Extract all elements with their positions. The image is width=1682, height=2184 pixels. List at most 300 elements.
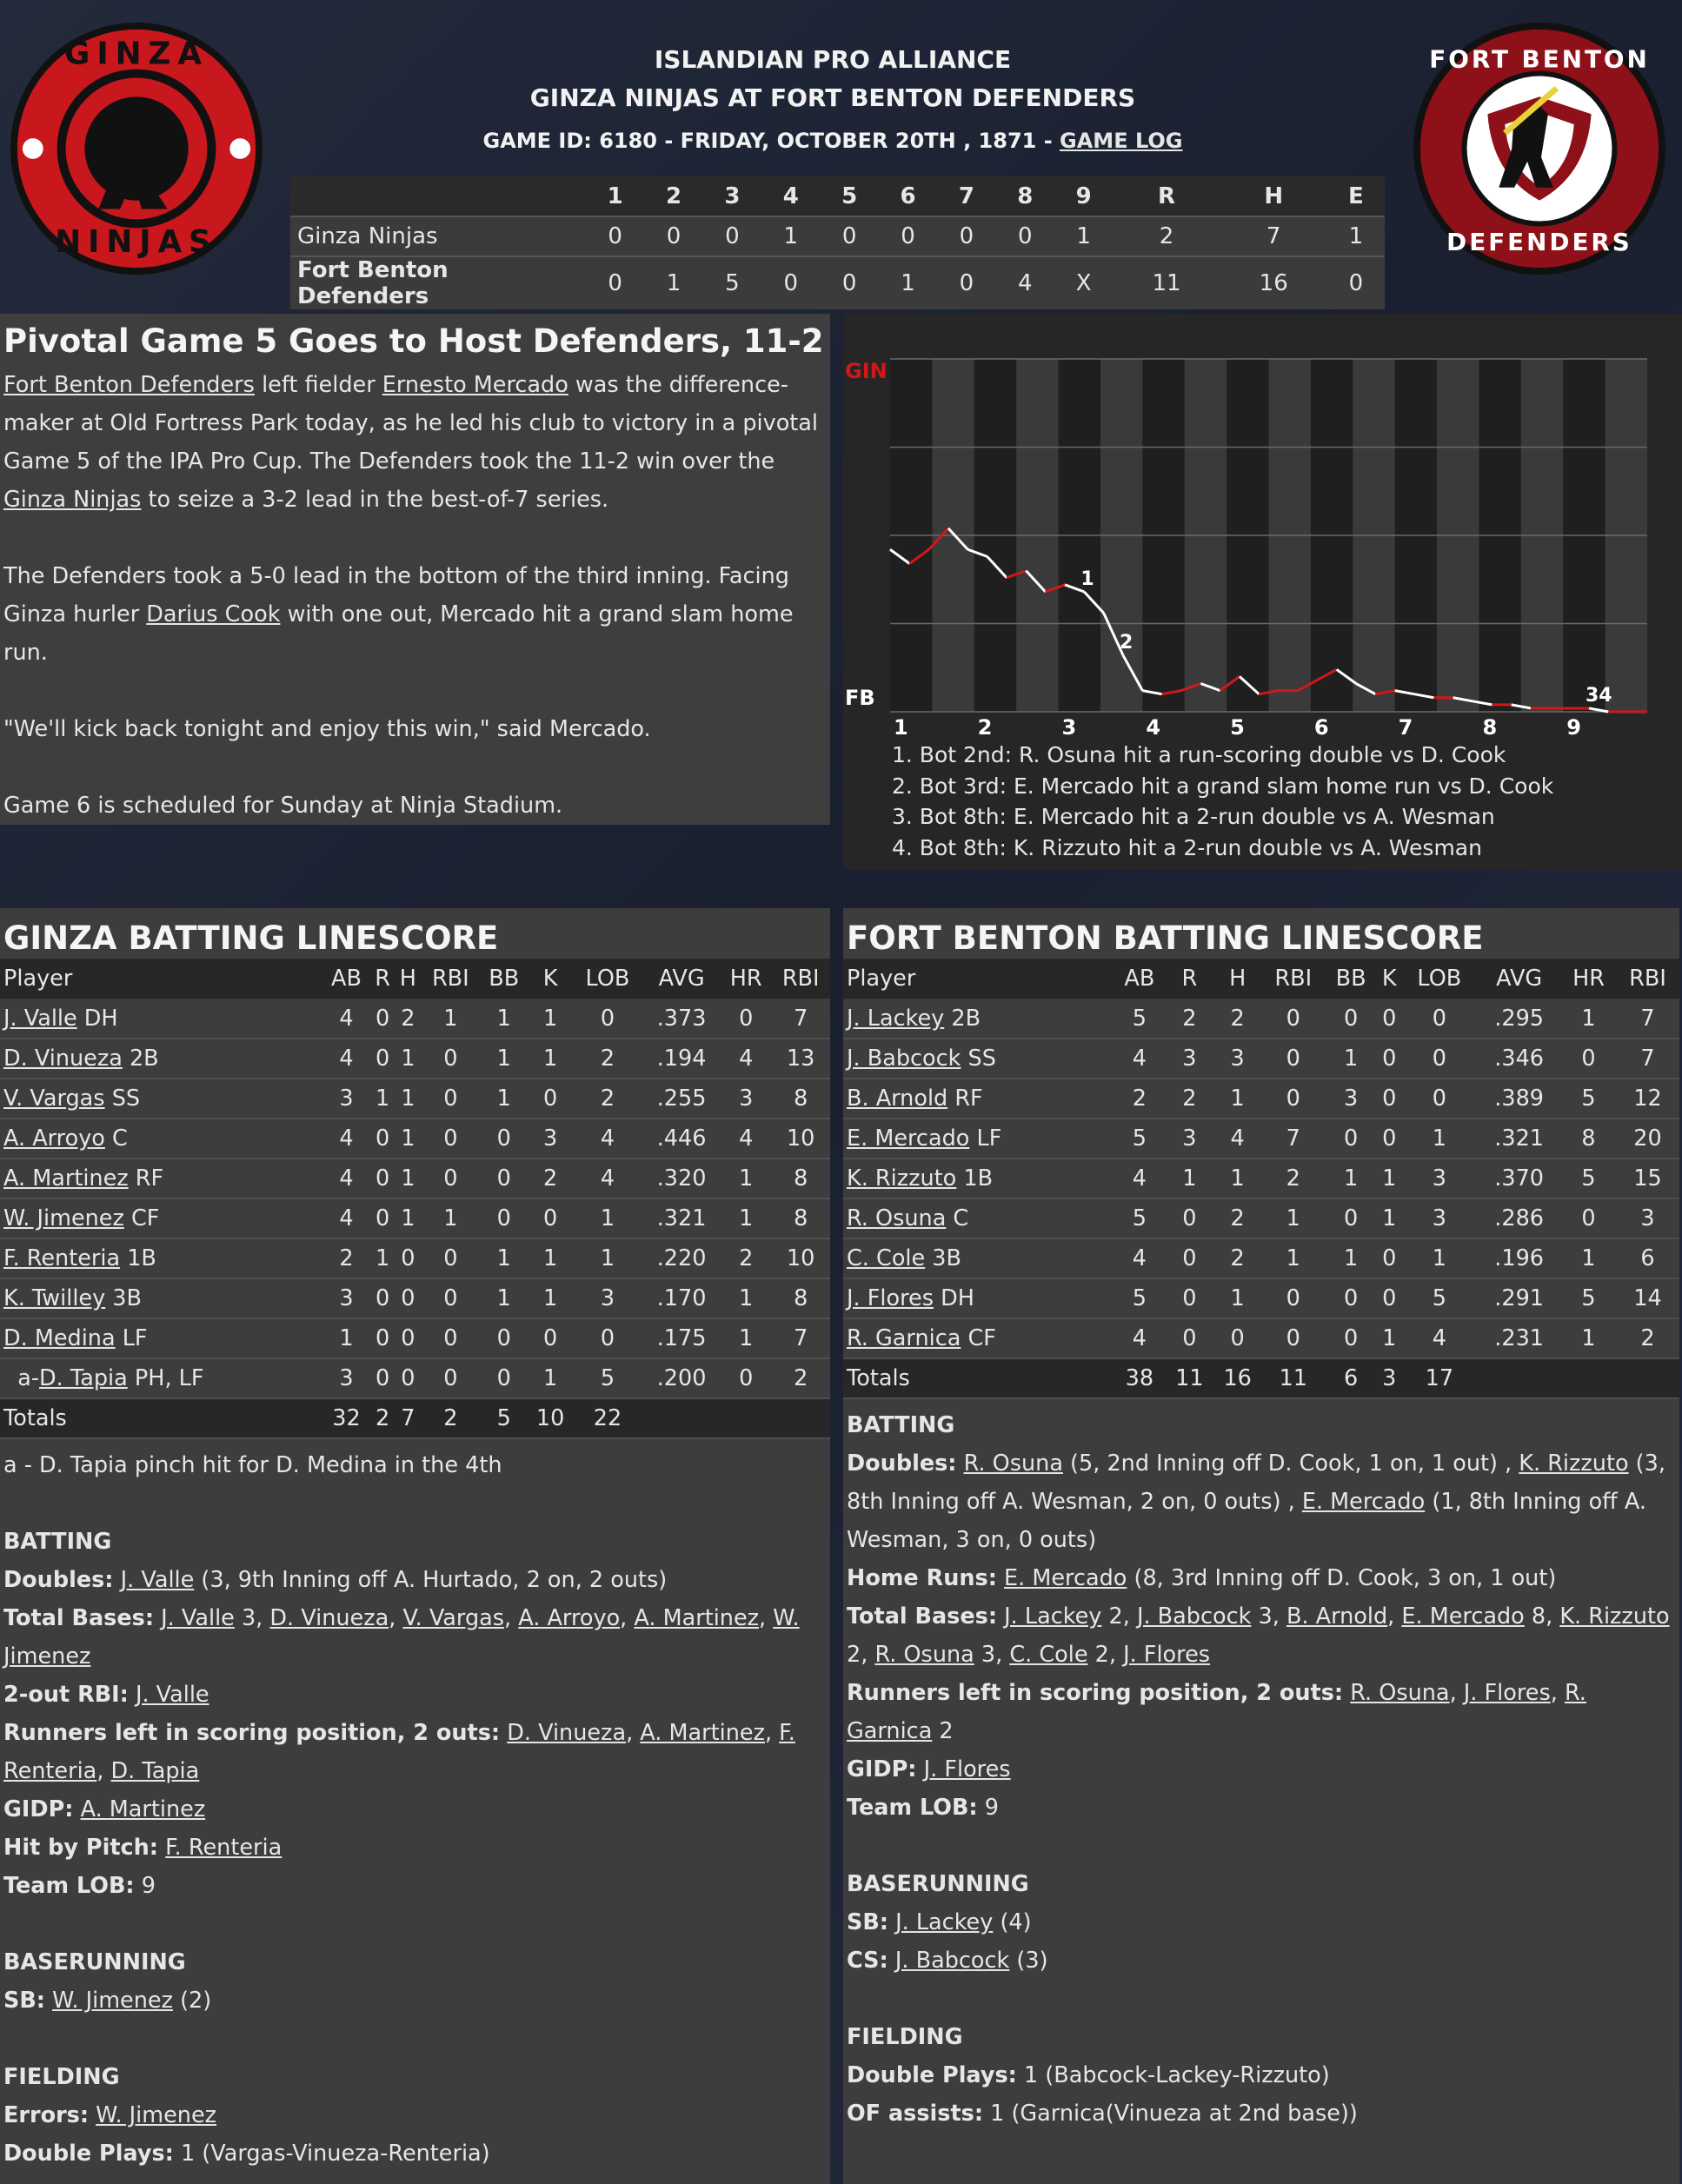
player-link[interactable]: J. Babcock — [1136, 1603, 1252, 1630]
player-link[interactable]: J. Valle — [135, 1682, 209, 1708]
player-link[interactable]: D. Tapia — [39, 1365, 128, 1391]
game-log-link[interactable]: GAME LOG — [1060, 129, 1183, 153]
home-runs-detail: (8, 3rd Inning off D. Cook, 3 on, 1 out) — [1127, 1565, 1557, 1591]
stat-cell: 1 — [600, 1245, 615, 1271]
chart-notes — [892, 740, 1553, 863]
player-link[interactable]: B. Arnold — [1286, 1603, 1388, 1630]
separator: , — [96, 1758, 111, 1784]
inning-tick-label: 2 — [977, 715, 993, 740]
player-position: 1B — [120, 1245, 156, 1271]
player-link[interactable]: A. Arroyo — [3, 1125, 105, 1152]
player-link[interactable]: W. Jimenez — [96, 2102, 217, 2128]
player-link[interactable]: A. Martinez — [80, 1796, 206, 1822]
doubles-detail: (3, 8th Inning off A. Wesman, 2 on, 0 outs) , — [847, 1450, 1665, 1515]
stat-cell: 0 — [1343, 1125, 1359, 1152]
doubles-line — [3, 1561, 827, 1599]
stat-cell: 1 — [542, 1005, 558, 1032]
player-link[interactable]: E. Mercado — [1004, 1565, 1127, 1591]
of-assists-detail: 1 (Garnica(Vinueza at 2nd base)) — [983, 2101, 1358, 2127]
stat-cell: .321 — [656, 1205, 707, 1231]
linescore-col-header — [290, 176, 586, 216]
linescore-cell: 1 — [644, 256, 702, 309]
stat-cell: 2 — [1230, 1005, 1245, 1032]
totals-cell: 10 — [528, 1398, 572, 1438]
rlsp-label: Runners left in scoring position, 2 outs: — [847, 1680, 1344, 1706]
tb-count: 2, — [847, 1642, 875, 1668]
separator: , — [504, 1605, 519, 1631]
player-link[interactable]: J. Babcock — [847, 1046, 961, 1072]
stat-cell: 4 — [1132, 1245, 1147, 1271]
play-marker: 2 — [1120, 632, 1134, 654]
table-header-row — [0, 959, 830, 999]
column-header: AVG — [642, 959, 721, 999]
stat-cell: 10 — [786, 1245, 815, 1271]
totals-cell: 17 — [1401, 1358, 1477, 1398]
stat-cell: 4 — [1432, 1325, 1446, 1351]
column-header: R — [1166, 959, 1213, 999]
player-cell — [843, 1278, 1114, 1318]
chart-note-4: 4. Bot 8th: K. Rizzuto hit a 2-run double vs A. Wesman — [892, 834, 1482, 860]
player-link[interactable]: E. Mercado — [1401, 1603, 1525, 1630]
stat-cell: 0 — [496, 1165, 511, 1192]
stat-cell: 1 — [496, 1085, 511, 1112]
player-link[interactable]: D. Vinueza — [269, 1605, 389, 1631]
player-link[interactable]: F. Renteria — [3, 1720, 795, 1784]
player-link[interactable]: C. Cole — [847, 1245, 926, 1271]
stat-cell: 2 — [600, 1046, 615, 1072]
stat-cell: 0 — [376, 1125, 390, 1152]
home-runs-label: Home Runs: — [847, 1565, 997, 1591]
player-link[interactable]: F. Renteria — [3, 1245, 121, 1271]
totals-cell: 2 — [370, 1398, 395, 1438]
player-link[interactable]: R. Osuna — [874, 1642, 974, 1668]
stat-cell: 0 — [1230, 1325, 1245, 1351]
player-row — [0, 1198, 830, 1238]
batting-section-header: BATTING — [3, 1529, 112, 1555]
story-text: with one out, Mercado hit a grand slam home run. — [3, 601, 794, 666]
stat-cell: 0 — [401, 1325, 416, 1351]
player-position: SS — [104, 1085, 141, 1112]
story-text: was the difference-maker at Old Fortress Park today, as he led his club to victory in a pivotal Game 5 of the IPA Pro Cup. The Defenders took the 11-2 win over the — [3, 372, 819, 475]
totals-row — [843, 1358, 1679, 1398]
player-row — [843, 1039, 1679, 1079]
stat-cell: 1 — [401, 1085, 416, 1112]
stat-cell: 0 — [376, 1285, 390, 1311]
player-link-ernesto-mercado[interactable]: Ernesto Mercado — [382, 372, 568, 398]
player-position: DH — [933, 1285, 974, 1311]
tb-count: 2, — [1087, 1642, 1124, 1668]
stat-cell: 3 — [1343, 1085, 1359, 1112]
linescore-cell: 0 — [586, 216, 644, 256]
linescore-cell: 0 — [644, 216, 702, 256]
player-link[interactable]: V. Vargas — [3, 1085, 105, 1112]
stat-cell: 1 — [1182, 1165, 1197, 1192]
rlsp-line — [3, 1714, 827, 1790]
stat-cell: 0 — [1432, 1005, 1446, 1032]
player-link[interactable]: R. Osuna — [1350, 1680, 1450, 1706]
player-link[interactable]: D. Medina — [3, 1325, 116, 1351]
baserunning-section-header: BASERUNNING — [3, 1949, 186, 1975]
pinch-hit-footnote: a - D. Tapia pinch hit for D. Medina in the 4th — [3, 1452, 502, 1478]
stat-cell: 7 — [794, 1005, 808, 1032]
stat-cell: 0 — [376, 1205, 390, 1231]
totals-cell: 11 — [1166, 1358, 1213, 1398]
stat-cell: 0 — [739, 1365, 754, 1391]
player-link[interactable]: J. Valle — [161, 1605, 235, 1631]
column-header: HR — [1561, 959, 1616, 999]
stat-cell: 8 — [794, 1085, 808, 1112]
totals-row — [0, 1398, 830, 1438]
stat-cell: 3 — [339, 1365, 354, 1391]
linescore-cell: 0 — [879, 216, 937, 256]
stat-cell: 0 — [443, 1165, 458, 1192]
stat-cell: 3 — [1640, 1205, 1655, 1231]
stat-cell: 2 — [600, 1085, 615, 1112]
player-row — [843, 1238, 1679, 1278]
ginza-batting-notes — [0, 1439, 830, 2180]
player-link[interactable]: C. Cole — [1009, 1642, 1088, 1668]
sub-prefix: a- — [3, 1365, 40, 1391]
linescore-col-header: 9 — [1054, 176, 1113, 216]
player-link[interactable]: W. Jimenez — [3, 1605, 800, 1670]
inning-tick-label: 1 — [894, 715, 908, 740]
stat-cell: 2 — [1132, 1085, 1147, 1112]
hbp-line — [3, 1829, 827, 1867]
player-cell — [0, 1278, 322, 1318]
stat-cell: 1 — [1343, 1046, 1359, 1072]
column-header: K — [1377, 959, 1402, 999]
player-link[interactable]: E. Mercado — [1301, 1489, 1426, 1515]
column-header: LOB — [573, 959, 642, 999]
player-link[interactable]: K. Rizzuto — [1519, 1450, 1629, 1477]
player-link[interactable]: E. Mercado — [847, 1125, 970, 1152]
totals-cell: 5 — [480, 1398, 528, 1438]
linescore-col-header: H — [1220, 176, 1327, 216]
stat-cell: 4 — [339, 1165, 354, 1192]
stat-cell: 1 — [401, 1165, 416, 1192]
player-position: 2B — [122, 1046, 159, 1072]
player-link[interactable]: J. Valle — [120, 1567, 195, 1593]
player-position: LF — [969, 1125, 1002, 1152]
stat-cell: 2 — [542, 1165, 558, 1192]
stat-cell: 0 — [1382, 1085, 1397, 1112]
player-row — [0, 1278, 830, 1318]
errors-label: Errors: — [3, 2102, 90, 2128]
column-header: RBI — [1261, 959, 1325, 999]
stat-cell: 0 — [401, 1285, 416, 1311]
stat-cell: 0 — [1182, 1245, 1197, 1271]
column-header: BB — [480, 959, 528, 999]
totals-cell: 6 — [1325, 1358, 1377, 1398]
ginza-batting-title: GINZA BATTING LINESCORE — [3, 919, 499, 957]
linescore-cell: 5 — [703, 256, 761, 309]
double-plays-detail: 1 (Vargas-Vinueza-Renteria) — [173, 2141, 490, 2167]
team-link-fort-benton[interactable]: Fort Benton Defenders — [3, 372, 255, 398]
player-row — [0, 1318, 830, 1358]
game-story-panel — [0, 314, 830, 825]
stat-cell: 4 — [339, 1125, 354, 1152]
player-link[interactable]: J. Valle — [3, 1005, 77, 1032]
player-link-darius-cook[interactable]: Darius Cook — [146, 601, 281, 627]
linescore-header-row — [290, 176, 1385, 216]
totals-cell: 3 — [1377, 1358, 1402, 1398]
stat-cell: 3 — [339, 1285, 354, 1311]
stat-cell: .196 — [1494, 1245, 1545, 1271]
player-cell — [843, 1158, 1114, 1198]
player-link[interactable]: F. Renteria — [165, 1835, 283, 1861]
two-out-rbi-line — [3, 1676, 827, 1714]
stat-cell: 5 — [1581, 1285, 1596, 1311]
home-runs-line — [847, 1559, 1676, 1597]
totals-cell — [721, 1398, 771, 1438]
stat-cell: 1 — [1382, 1325, 1397, 1351]
player-link[interactable]: D. Tapia — [110, 1758, 200, 1784]
separator: , — [1550, 1680, 1565, 1706]
player-link[interactable]: R. Garnica — [847, 1680, 1586, 1744]
tb-count: 2, — [1101, 1603, 1137, 1630]
stat-cell: 0 — [496, 1205, 511, 1231]
tb-count: 3, — [234, 1605, 270, 1631]
separator: , — [759, 1605, 774, 1631]
player-row — [843, 1278, 1679, 1318]
stat-cell: 5 — [1132, 1125, 1147, 1152]
fielding-section-header: FIELDING — [3, 2064, 120, 2090]
stat-cell: 0 — [1286, 1285, 1300, 1311]
stat-cell: 0 — [1581, 1046, 1596, 1072]
stat-cell: 1 — [1230, 1285, 1245, 1311]
stat-cell: .175 — [656, 1325, 707, 1351]
stat-cell: 4 — [339, 1205, 354, 1231]
column-header: BB — [1325, 959, 1377, 999]
column-header: Player — [0, 959, 322, 999]
player-link[interactable]: K. Twilley — [3, 1285, 106, 1311]
rlsp-count: 2 — [932, 1718, 954, 1744]
team-link-ginza-ninjas[interactable]: Ginza Ninjas — [3, 487, 142, 513]
double-plays-label: Double Plays: — [847, 2062, 1017, 2088]
player-link[interactable]: J. Babcock — [894, 1948, 1010, 1974]
linescore-cell: 0 — [586, 256, 644, 309]
team-name: Fort Benton Defenders — [290, 256, 586, 309]
player-cell — [0, 1198, 322, 1238]
stat-cell: 0 — [1182, 1205, 1197, 1231]
player-cell — [0, 1079, 322, 1119]
batting-section-header: BATTING — [847, 1412, 955, 1438]
team-lob-label: Team LOB: — [3, 1873, 135, 1899]
story-paragraph-4: Game 6 is scheduled for Sunday at Ninja Stadium. — [3, 793, 563, 819]
svg-text:NINJAS: NINJAS — [55, 224, 218, 261]
inning-tick-label: 3 — [1061, 715, 1077, 740]
team-lob-line — [847, 1789, 1676, 1827]
player-row — [843, 1198, 1679, 1238]
player-link[interactable]: J. Lackey — [895, 1909, 994, 1935]
chart-top-label: GIN — [845, 359, 888, 383]
chart-bottom-label: FB — [845, 686, 875, 710]
stat-cell: 1 — [1432, 1125, 1446, 1152]
stat-cell: 6 — [1640, 1245, 1655, 1271]
chart-note-1: 1. Bot 2nd: R. Osuna hit a run-scoring double vs D. Cook — [892, 742, 1506, 767]
stat-cell: 1 — [1581, 1005, 1596, 1032]
player-link[interactable]: A. Martinez — [634, 1605, 760, 1631]
stat-cell: 1 — [1581, 1325, 1596, 1351]
player-row — [0, 999, 830, 1039]
stat-cell: 0 — [1581, 1205, 1596, 1231]
player-link[interactable]: J. Lackey — [1004, 1603, 1102, 1630]
player-cell — [843, 1039, 1114, 1079]
svg-text:GINZA: GINZA — [64, 36, 209, 72]
double-plays-line — [3, 2134, 827, 2173]
stat-cell: 0 — [1382, 1245, 1397, 1271]
stat-cell: 0 — [401, 1245, 416, 1271]
fielding-section-header: FIELDING — [847, 2024, 963, 2050]
fort-benton-defenders-logo — [1410, 19, 1669, 278]
player-row — [0, 1119, 830, 1158]
player-position: SS — [961, 1046, 996, 1072]
totals-label: Totals — [0, 1398, 322, 1438]
story-paragraph-1 — [3, 366, 827, 519]
stat-cell: 1 — [1286, 1245, 1300, 1271]
fort-benton-batting-panel — [843, 908, 1679, 2184]
sb-label: SB: — [847, 1909, 888, 1935]
story-text: The Defenders took a 5-0 lead in the bottom of the third inning. Facing Ginza hurler — [3, 563, 789, 627]
column-header: H — [395, 959, 421, 999]
stat-cell: 0 — [376, 1005, 390, 1032]
stat-cell: 1 — [542, 1046, 558, 1072]
stat-cell: 4 — [339, 1005, 354, 1032]
linescore-cell: 1 — [879, 256, 937, 309]
player-link[interactable]: W. Jimenez — [3, 1205, 124, 1231]
player-cell — [0, 1158, 322, 1198]
stat-cell: 1 — [1230, 1085, 1245, 1112]
stat-cell: 0 — [1382, 1285, 1397, 1311]
stat-cell: 4 — [1132, 1046, 1147, 1072]
play-marker: 1 — [1080, 568, 1094, 590]
story-paragraph-3: "We'll kick back tonight and enjoy this win," said Mercado. — [3, 716, 651, 742]
doubles-detail: (5, 2nd Inning off D. Cook, 1 on, 1 out) , — [1062, 1450, 1519, 1477]
stat-cell: 1 — [542, 1245, 558, 1271]
stat-cell: 1 — [739, 1325, 754, 1351]
tb-count: 3, — [1251, 1603, 1286, 1630]
player-link[interactable]: J. Flores — [1463, 1680, 1551, 1706]
chart-note-3: 3. Bot 8th: E. Mercado hit a 2-run double vs A. Wesman — [892, 804, 1495, 829]
player-position: LF — [115, 1325, 148, 1351]
gidp-line — [3, 1790, 827, 1829]
inning-tick-label: 5 — [1230, 715, 1245, 740]
stat-cell: 15 — [1633, 1165, 1662, 1192]
totals-cell — [1616, 1358, 1679, 1398]
linescore-cell: 7 — [1220, 216, 1327, 256]
linescore-cell: 0 — [821, 256, 879, 309]
linescore-cell: 0 — [703, 216, 761, 256]
stat-cell: 3 — [1432, 1205, 1446, 1231]
player-link[interactable]: K. Rizzuto — [1559, 1603, 1670, 1630]
stat-cell: 0 — [1382, 1125, 1397, 1152]
player-link[interactable]: W. Jimenez — [52, 1988, 173, 2014]
stat-cell: 2 — [794, 1365, 808, 1391]
player-row — [0, 1358, 830, 1398]
player-link[interactable]: R. Osuna — [963, 1450, 1063, 1477]
totals-cell: 22 — [573, 1398, 642, 1438]
stat-cell: 1 — [376, 1245, 390, 1271]
player-link[interactable]: K. Rizzuto — [847, 1165, 957, 1192]
player-link[interactable]: J. Flores — [1123, 1642, 1211, 1668]
stat-cell: 1 — [496, 1046, 511, 1072]
player-link[interactable]: A. Martinez — [640, 1720, 765, 1746]
stat-cell: 0 — [443, 1085, 458, 1112]
game-info-text: GAME ID: 6180 - FRIDAY, OCTOBER 20TH , 1871 - — [482, 129, 1060, 153]
stat-cell: 7 — [1640, 1005, 1655, 1032]
linescore-cell: 0 — [821, 216, 879, 256]
stat-cell: 1 — [1581, 1245, 1596, 1271]
gidp-label: GIDP: — [3, 1796, 74, 1822]
stat-cell: 1 — [600, 1205, 615, 1231]
sb-detail: (4) — [993, 1909, 1032, 1935]
stat-cell: 4 — [739, 1046, 754, 1072]
stat-cell: 3 — [542, 1125, 558, 1152]
player-link[interactable]: J. Flores — [923, 1756, 1011, 1782]
team-lob-line — [3, 1867, 827, 1905]
stat-cell: 3 — [1432, 1165, 1446, 1192]
play-marker: 34 — [1586, 684, 1612, 707]
player-link[interactable]: J. Lackey — [847, 1005, 945, 1032]
matchup-title: GINZA NINJAS AT FORT BENTON DEFENDERS — [529, 83, 1136, 112]
linescore-cell: 0 — [1327, 256, 1385, 309]
player-cell — [843, 1079, 1114, 1119]
stat-cell: 7 — [1640, 1046, 1655, 1072]
stat-cell: 0 — [443, 1365, 458, 1391]
table-header-row — [843, 959, 1679, 999]
player-position: DH — [76, 1005, 118, 1032]
player-link[interactable]: J. Flores — [847, 1285, 934, 1311]
stat-cell: 0 — [496, 1325, 511, 1351]
player-link[interactable]: R. Garnica — [847, 1325, 961, 1351]
stat-cell: 5 — [1581, 1165, 1596, 1192]
stat-cell: 0 — [443, 1125, 458, 1152]
sb-label: SB: — [3, 1988, 45, 2014]
stat-cell: 5 — [1132, 1285, 1147, 1311]
totals-cell — [1561, 1358, 1616, 1398]
separator: , — [1449, 1680, 1464, 1706]
double-plays-line — [847, 2056, 1676, 2094]
player-link[interactable]: V. Vargas — [402, 1605, 505, 1631]
player-cell — [0, 1119, 322, 1158]
stat-cell: 8 — [794, 1205, 808, 1231]
player-cell — [843, 1318, 1114, 1358]
stat-cell: .389 — [1494, 1085, 1545, 1112]
stat-cell: .194 — [656, 1046, 707, 1072]
player-link[interactable]: D. Vinueza — [3, 1046, 123, 1072]
player-link[interactable]: A. Martinez — [3, 1165, 129, 1192]
player-link[interactable]: A. Arroyo — [518, 1605, 621, 1631]
of-assists-label: OF assists: — [847, 2101, 984, 2127]
inning-tick-label: 8 — [1482, 715, 1498, 740]
stat-cell: 0 — [542, 1085, 558, 1112]
player-link[interactable]: R. Osuna — [847, 1205, 947, 1231]
stat-cell: .170 — [656, 1285, 707, 1311]
league-name: ISLANDIAN PRO ALLIANCE — [654, 45, 1012, 74]
stat-cell: 8 — [794, 1165, 808, 1192]
stat-cell: 4 — [600, 1165, 615, 1192]
double-plays-label: Double Plays: — [3, 2141, 174, 2167]
stat-cell: 0 — [376, 1365, 390, 1391]
stat-cell: 2 — [1286, 1165, 1300, 1192]
stat-cell: 1 — [1343, 1245, 1359, 1271]
rlsp-label: Runners left in scoring position, 2 outs: — [3, 1720, 501, 1746]
stat-cell: 1 — [739, 1285, 754, 1311]
player-link[interactable]: D. Vinueza — [507, 1720, 627, 1746]
story-paragraph-2 — [3, 557, 827, 672]
chart-note-2: 2. Bot 3rd: E. Mercado hit a grand slam home run vs D. Cook — [892, 773, 1554, 799]
player-link[interactable]: B. Arnold — [847, 1085, 948, 1112]
